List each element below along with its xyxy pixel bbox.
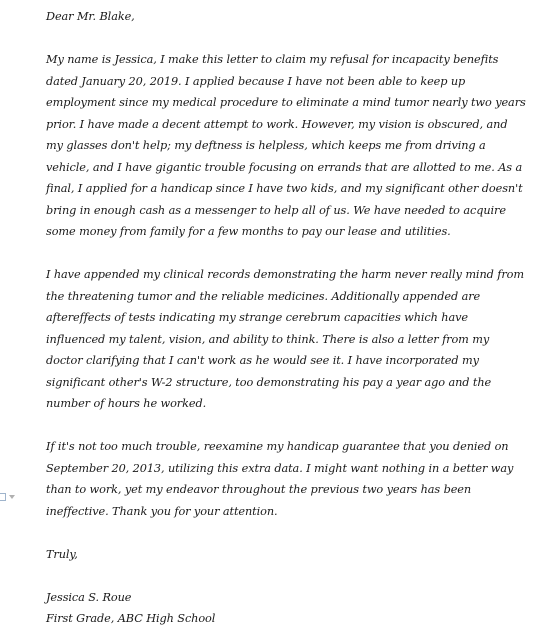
paragraph-2: I have appended my clinical records demonstrating the harm never really mind from the threatening tumor and the reliable medicines. Additionally appended are aftereffects of tests indicating my strange cerebrum capacities which have influenced my talent, vision, and ability to think. There is also a letter from my doctor clarifying that I can't work as he would see it. I have incorporated my significant other's W-2 structure, too demonstrating his pay a year ago and the number of hours he worked. bbox=[46, 268, 524, 410]
margin-marker[interactable] bbox=[0, 491, 26, 503]
signature-title: First Grade, ABC High School bbox=[46, 612, 216, 625]
closing: Truly, bbox=[46, 547, 78, 561]
caret-down-icon bbox=[9, 495, 15, 499]
letter-body bbox=[46, 6, 526, 630]
signature-name: Jessica S. Roue bbox=[46, 590, 132, 604]
paragraph-1: My name is Jessica, I make this letter to claim my refusal for incapacity benefits dated January 20, 2019. I applied because I have not been able to keep up employment since my medical procedure to eliminate a mind tumor nearly two years prior. I have made a decent attempt to work. However, my vision is obscured, and my glasses don't help; my deftness is helpless, which keeps me from driving a vehicle, and I have gigantic trouble focusing on errands that are allotted to me. As a final, I applied for a handicap since I have two kids, and my significant other doesn't bring in enough cash as a messenger to help all of us. We have needed to acquire some money from family for a few months to pay our lease and utilities. bbox=[46, 53, 526, 238]
signature-block bbox=[46, 587, 526, 630]
paragraph-3: If it's not too much trouble, reexamine my handicap guarantee that you denied on September 20, 2013, utilizing this extra data. I might want nothing in a better way than to work, yet my endeavor throughout the previous two years has been ineffective. Thank you for your attention. bbox=[46, 440, 514, 518]
salutation: Dear Mr. Blake, bbox=[46, 10, 135, 23]
document-icon bbox=[0, 493, 6, 501]
